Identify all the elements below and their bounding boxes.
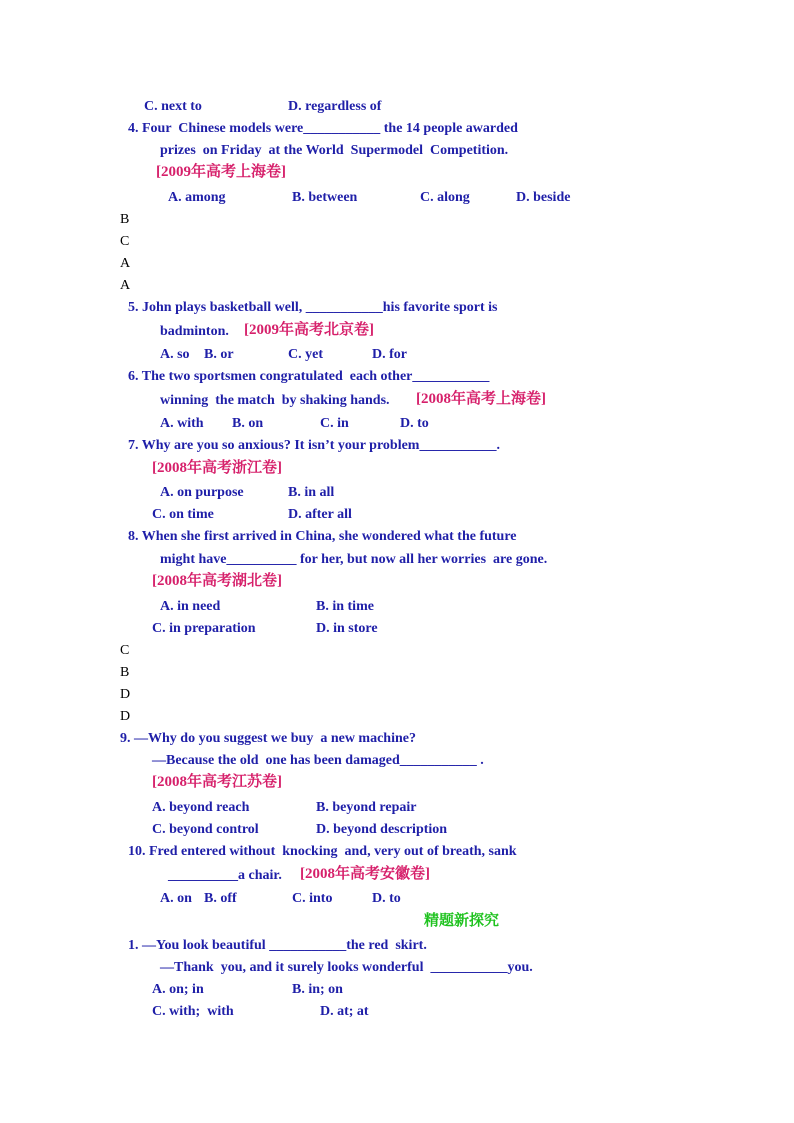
- n1-option-c: C. with; with: [152, 1004, 234, 1019]
- q9-option-a: A. beyond reach: [152, 800, 250, 815]
- q7-option-c: C. on time: [152, 507, 214, 522]
- q6-option-b: B. on: [232, 416, 264, 431]
- q4-option-c: C. along: [420, 190, 470, 205]
- q4-stem-line2: prizes on Friday at the World Supermodel Competition.: [160, 143, 509, 158]
- q9-source: [2008年高考江苏卷]: [152, 774, 282, 790]
- q10-option-d: D. to: [372, 891, 401, 906]
- q5-source: [2009年高考北京卷]: [244, 322, 374, 338]
- q3-option-c: C. next to: [144, 99, 202, 114]
- q9-stem-line2: —Because the old one has been damaged___________ .: [152, 753, 484, 768]
- q10-stem-line1: 10. Fred entered without knocking and, very out of breath, sank: [128, 844, 517, 859]
- q6-source: [2008年高考上海卷]: [416, 391, 546, 407]
- q9-option-d: D. beyond description: [316, 822, 448, 837]
- n1-option-a: A. on; in: [152, 982, 204, 997]
- q6-option-c: C. in: [320, 416, 349, 431]
- q8-stem-line2: might have__________ for her, but now all her worries are gone.: [160, 552, 548, 567]
- n1-stem-line1: 1. —You look beautiful ___________the red skirt.: [128, 938, 427, 953]
- q7-option-a: A. on purpose: [160, 485, 244, 500]
- q5-option-b: B. or: [204, 347, 234, 362]
- answer-1: B: [120, 212, 130, 227]
- n1-option-d: D. at; at: [320, 1004, 369, 1019]
- n1-option-b: B. in; on: [292, 982, 343, 997]
- q7-option-b: B. in all: [288, 485, 335, 500]
- q6-option-a: A. with: [160, 416, 204, 431]
- q4-option-a: A. among: [168, 190, 226, 205]
- answer-6: B: [120, 665, 130, 680]
- q7-stem-line1: 7. Why are you so anxious? It isn’t your problem___________.: [128, 438, 500, 453]
- q10-option-c: C. into: [292, 891, 333, 906]
- q8-option-c: C. in preparation: [152, 621, 256, 636]
- q5-option-d: D. for: [372, 347, 407, 362]
- q3-option-d: D. regardless of: [288, 99, 382, 114]
- answer-7: D: [120, 687, 131, 702]
- q4-option-d: D. beside: [516, 190, 571, 205]
- q8-option-d: D. in store: [316, 621, 378, 636]
- q10-source: [2008年高考安徽卷]: [300, 866, 430, 882]
- q8-option-b: B. in time: [316, 599, 374, 614]
- answer-8: D: [120, 709, 131, 724]
- q5-stem-line2: badminton.: [160, 324, 229, 339]
- q8-stem-line1: 8. When she first arrived in China, she wondered what the future: [128, 529, 517, 544]
- q4-option-b: B. between: [292, 190, 358, 205]
- q8-source: [2008年高考湖北卷]: [152, 573, 282, 589]
- q5-option-a: A. so: [160, 347, 190, 362]
- section-heading: 精题新探究: [424, 913, 500, 929]
- q10-option-a: A. on: [160, 891, 192, 906]
- q9-option-b: B. beyond repair: [316, 800, 417, 815]
- n1-stem-line2: —Thank you, and it surely looks wonderful ___________you.: [160, 960, 533, 975]
- answer-5: C: [120, 643, 130, 658]
- q4-source: [2009年高考上海卷]: [156, 164, 286, 180]
- q5-option-c: C. yet: [288, 347, 323, 362]
- q8-option-a: A. in need: [160, 599, 221, 614]
- q10-option-b: B. off: [204, 891, 237, 906]
- q10-stem-line2: __________a chair.: [168, 868, 282, 883]
- q5-stem-line1: 5. John plays basketball well, ___________his favorite sport is: [128, 300, 498, 315]
- q4-stem-line1: 4. Four Chinese models were___________ the 14 people awarded: [128, 121, 518, 136]
- answer-2: C: [120, 234, 130, 249]
- q9-stem-line1: 9. —Why do you suggest we buy a new machine?: [120, 731, 416, 746]
- q6-option-d: D. to: [400, 416, 429, 431]
- answer-4: A: [120, 278, 131, 293]
- q7-source: [2008年高考浙江卷]: [152, 460, 282, 476]
- answer-3: A: [120, 256, 131, 271]
- q6-stem-line1: 6. The two sportsmen congratulated each other___________: [128, 369, 490, 384]
- q7-option-d: D. after all: [288, 507, 352, 522]
- q9-option-c: C. beyond control: [152, 822, 259, 837]
- q6-stem-line2: winning the match by shaking hands.: [160, 393, 390, 408]
